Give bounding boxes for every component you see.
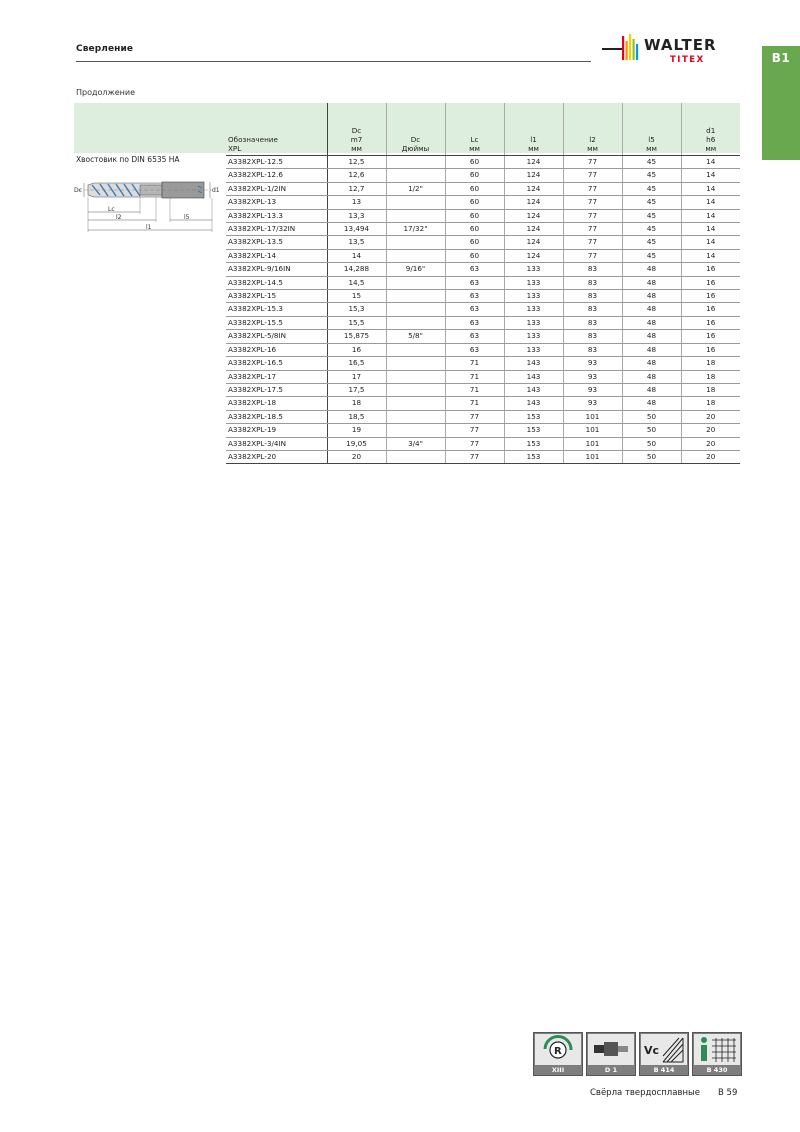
value-cell: 63 <box>445 330 504 343</box>
value-cell <box>386 424 445 437</box>
drill-spec-table <box>226 103 740 464</box>
value-cell: 60 <box>445 169 504 182</box>
column-header-line2: Lc <box>470 135 479 144</box>
value-cell: 63 <box>445 276 504 289</box>
column-header <box>386 103 445 156</box>
designation-cell: A3382XPL-15.3 <box>226 303 327 316</box>
value-cell <box>386 249 445 262</box>
designation-cell: A3382XPL-19 <box>226 424 327 437</box>
value-cell: 19 <box>327 424 386 437</box>
value-cell: 153 <box>504 437 563 450</box>
table-row <box>226 236 740 249</box>
value-cell <box>386 196 445 209</box>
value-cell: 48 <box>622 316 681 329</box>
drill-dimension-diagram <box>74 176 224 236</box>
value-cell: 15,3 <box>327 303 386 316</box>
value-cell: 71 <box>445 383 504 396</box>
value-cell: 13,3 <box>327 209 386 222</box>
column-header <box>504 103 563 156</box>
value-cell: 101 <box>563 410 622 423</box>
value-cell: 83 <box>563 263 622 276</box>
continuation-label: Продолжение <box>76 88 136 97</box>
value-cell <box>386 383 445 396</box>
value-cell <box>386 370 445 383</box>
value-cell: 71 <box>445 370 504 383</box>
value-cell: 16 <box>681 303 740 316</box>
value-cell: 19,05 <box>327 437 386 450</box>
table-row <box>226 357 740 370</box>
column-header <box>681 103 740 156</box>
value-cell: 13,494 <box>327 223 386 236</box>
value-cell: 12,7 <box>327 182 386 195</box>
value-cell: 20 <box>681 437 740 450</box>
value-cell: 143 <box>504 370 563 383</box>
catalog-section-label: Свёрла твердосплавные <box>590 1088 700 1098</box>
value-cell <box>386 357 445 370</box>
value-cell: 14,288 <box>327 263 386 276</box>
designation-cell: A3382XPL-5/8IN <box>226 330 327 343</box>
table-row <box>226 182 740 195</box>
designation-cell: A3382XPL-17 <box>226 370 327 383</box>
value-cell: 124 <box>504 182 563 195</box>
info-icon[interactable] <box>692 1032 742 1076</box>
table-row <box>226 397 740 410</box>
value-cell: 133 <box>504 330 563 343</box>
value-cell: 77 <box>563 169 622 182</box>
svg-text:WALTER: WALTER <box>644 36 717 54</box>
value-cell: 18 <box>681 383 740 396</box>
value-cell: 50 <box>622 437 681 450</box>
shank-standard-label: Хвостовик по DIN 6535 HA <box>76 155 180 164</box>
value-cell: 77 <box>563 223 622 236</box>
table-row <box>226 263 740 276</box>
column-header <box>445 103 504 156</box>
svg-text:R: R <box>554 1046 562 1057</box>
value-cell: 60 <box>445 156 504 169</box>
value-cell: 153 <box>504 424 563 437</box>
value-cell: 77 <box>563 196 622 209</box>
value-cell: 16 <box>681 263 740 276</box>
table-row <box>226 209 740 222</box>
value-cell: 101 <box>563 424 622 437</box>
value-cell: 133 <box>504 263 563 276</box>
value-cell: 63 <box>445 316 504 329</box>
value-cell: 16 <box>681 290 740 303</box>
value-cell: 93 <box>563 383 622 396</box>
value-cell: 48 <box>622 370 681 383</box>
value-cell: 14 <box>681 236 740 249</box>
value-cell: 101 <box>563 437 622 450</box>
value-cell: 17/32" <box>386 223 445 236</box>
value-cell: 143 <box>504 357 563 370</box>
value-cell: 101 <box>563 450 622 463</box>
value-cell: 50 <box>622 410 681 423</box>
column-header-line1: d1 <box>706 126 716 135</box>
value-cell: 83 <box>563 276 622 289</box>
value-cell: 48 <box>622 330 681 343</box>
table-row <box>226 276 740 289</box>
designation-cell: A3382XPL-15 <box>226 290 327 303</box>
value-cell: 133 <box>504 276 563 289</box>
value-cell: 48 <box>622 343 681 356</box>
holder-icon-label: D 1 <box>604 1066 618 1074</box>
value-cell: 60 <box>445 209 504 222</box>
value-cell: 45 <box>622 249 681 262</box>
value-cell: 3/4" <box>386 437 445 450</box>
value-cell: 14 <box>681 196 740 209</box>
table-row <box>226 437 740 450</box>
value-cell: 14 <box>681 156 740 169</box>
value-cell <box>386 169 445 182</box>
value-cell: 16 <box>681 330 740 343</box>
value-cell: 14 <box>681 182 740 195</box>
value-cell: 20 <box>681 450 740 463</box>
table-row <box>226 450 740 463</box>
reference-icons <box>533 1032 741 1074</box>
value-cell: 60 <box>445 196 504 209</box>
value-cell: 18 <box>681 397 740 410</box>
table-row <box>226 249 740 262</box>
designation-cell: A3382XPL-1/2IN <box>226 182 327 195</box>
value-cell <box>386 397 445 410</box>
designation-cell: A3382XPL-9/16IN <box>226 263 327 276</box>
value-cell: 71 <box>445 357 504 370</box>
value-cell: 17,5 <box>327 383 386 396</box>
column-header <box>226 103 327 156</box>
value-cell: 83 <box>563 330 622 343</box>
lc-label: Lc <box>108 206 115 213</box>
value-cell: 83 <box>563 290 622 303</box>
column-header-line2: l5 <box>648 135 655 144</box>
value-cell <box>386 156 445 169</box>
value-cell: 48 <box>622 383 681 396</box>
value-cell: 17 <box>327 370 386 383</box>
value-cell: 153 <box>504 450 563 463</box>
section-tab-label: B1 <box>771 51 791 65</box>
value-cell: 14,5 <box>327 276 386 289</box>
table-row <box>226 196 740 209</box>
value-cell: 5/8" <box>386 330 445 343</box>
column-header-line3: XPL <box>228 144 242 153</box>
value-cell: 45 <box>622 223 681 236</box>
value-cell: 133 <box>504 316 563 329</box>
designation-cell: A3382XPL-14 <box>226 249 327 262</box>
value-cell: 45 <box>622 209 681 222</box>
column-header-line2: Обозначение <box>228 135 278 144</box>
walter-titex-logo <box>602 32 747 70</box>
designation-cell: A3382XPL-17/32IN <box>226 223 327 236</box>
value-cell: 16 <box>681 343 740 356</box>
value-cell: 77 <box>563 249 622 262</box>
value-cell: 20 <box>327 450 386 463</box>
column-header-line2: m7 <box>350 135 363 144</box>
value-cell <box>386 209 445 222</box>
value-cell: 63 <box>445 343 504 356</box>
regrind-icon[interactable] <box>533 1032 583 1076</box>
value-cell: 77 <box>563 156 622 169</box>
table-row <box>226 316 740 329</box>
value-cell: 83 <box>563 343 622 356</box>
value-cell: 18 <box>327 397 386 410</box>
column-header-line3: мм <box>351 144 362 153</box>
value-cell: 77 <box>445 437 504 450</box>
column-header-line2: Dc <box>410 135 421 144</box>
value-cell: 124 <box>504 156 563 169</box>
table-row <box>226 330 740 343</box>
designation-cell: A3382XPL-12.5 <box>226 156 327 169</box>
value-cell: 14 <box>681 209 740 222</box>
l1-label: l1 <box>146 224 152 231</box>
designation-cell: A3382XPL-16 <box>226 343 327 356</box>
value-cell: 45 <box>622 169 681 182</box>
value-cell: 12,6 <box>327 169 386 182</box>
value-cell: 124 <box>504 169 563 182</box>
value-cell: 20 <box>681 410 740 423</box>
column-header-line3: мм <box>646 144 657 153</box>
value-cell: 124 <box>504 236 563 249</box>
value-cell: 13 <box>327 196 386 209</box>
value-cell <box>386 236 445 249</box>
value-cell: 9/16" <box>386 263 445 276</box>
value-cell: 45 <box>622 156 681 169</box>
value-cell <box>386 316 445 329</box>
value-cell: 14 <box>681 169 740 182</box>
value-cell: 153 <box>504 410 563 423</box>
value-cell: 16 <box>327 343 386 356</box>
svg-text:TITEX: TITEX <box>670 55 705 65</box>
value-cell: 77 <box>445 424 504 437</box>
value-cell: 18,5 <box>327 410 386 423</box>
section-tab <box>762 46 800 160</box>
value-cell: 60 <box>445 236 504 249</box>
value-cell: 14 <box>681 249 740 262</box>
svg-text:Vc: Vc <box>644 1044 660 1057</box>
column-header <box>327 103 386 156</box>
designation-cell: A3382XPL-16.5 <box>226 357 327 370</box>
designation-cell: A3382XPL-20 <box>226 450 327 463</box>
value-cell: 124 <box>504 196 563 209</box>
column-header-line3: Дюймы <box>401 144 430 153</box>
value-cell: 93 <box>563 397 622 410</box>
value-cell: 63 <box>445 263 504 276</box>
info-icon-label: B 430 <box>706 1066 728 1074</box>
column-header-line3: мм <box>469 144 480 153</box>
value-cell: 60 <box>445 223 504 236</box>
designation-cell: A3382XPL-3/4IN <box>226 437 327 450</box>
holder-icon[interactable] <box>586 1032 636 1076</box>
table-row <box>226 169 740 182</box>
value-cell: 133 <box>504 303 563 316</box>
value-cell: 77 <box>563 182 622 195</box>
value-cell: 77 <box>445 450 504 463</box>
value-cell: 48 <box>622 357 681 370</box>
designation-cell: A3382XPL-17.5 <box>226 383 327 396</box>
value-cell: 48 <box>622 397 681 410</box>
value-cell: 48 <box>622 276 681 289</box>
section-title: Сверление <box>76 44 134 54</box>
value-cell: 48 <box>622 290 681 303</box>
value-cell: 63 <box>445 290 504 303</box>
table-row <box>226 383 740 396</box>
value-cell: 12,5 <box>327 156 386 169</box>
column-header-line3: мм <box>528 144 539 153</box>
d1-label: d1 <box>212 187 220 194</box>
table-row <box>226 410 740 423</box>
column-header <box>622 103 681 156</box>
table-row <box>226 370 740 383</box>
value-cell: 15,875 <box>327 330 386 343</box>
value-cell: 15 <box>327 290 386 303</box>
column-header <box>563 103 622 156</box>
value-cell: 14 <box>327 249 386 262</box>
header-rule <box>76 61 591 62</box>
value-cell <box>386 276 445 289</box>
column-header-line3: мм <box>705 144 717 153</box>
value-cell: 48 <box>622 303 681 316</box>
value-cell: 45 <box>622 182 681 195</box>
value-cell: 83 <box>563 303 622 316</box>
value-cell: 16 <box>681 276 740 289</box>
column-header-line2: l1 <box>530 135 537 144</box>
value-cell: 63 <box>445 303 504 316</box>
designation-cell: A3382XPL-13.5 <box>226 236 327 249</box>
value-cell: 124 <box>504 249 563 262</box>
designation-cell: A3382XPL-13.3 <box>226 209 327 222</box>
value-cell: 83 <box>563 316 622 329</box>
value-cell <box>386 410 445 423</box>
value-cell: 143 <box>504 383 563 396</box>
l2-label: l2 <box>116 214 122 221</box>
column-header-line2: l2 <box>589 135 596 144</box>
value-cell: 14 <box>681 223 740 236</box>
column-header-line3: мм <box>587 144 598 153</box>
value-cell <box>386 303 445 316</box>
designation-cell: A3382XPL-18.5 <box>226 410 327 423</box>
designation-cell: A3382XPL-13 <box>226 196 327 209</box>
column-header-line1: Dc <box>351 126 362 135</box>
value-cell: 13,5 <box>327 236 386 249</box>
page-number: B 59 <box>718 1088 738 1098</box>
value-cell: 15,5 <box>327 316 386 329</box>
cutting-data-icon[interactable] <box>639 1032 689 1076</box>
value-cell: 124 <box>504 209 563 222</box>
table-row <box>226 343 740 356</box>
designation-cell: A3382XPL-18 <box>226 397 327 410</box>
value-cell: 93 <box>563 357 622 370</box>
value-cell: 60 <box>445 182 504 195</box>
value-cell: 133 <box>504 343 563 356</box>
designation-cell: A3382XPL-15.5 <box>226 316 327 329</box>
value-cell: 50 <box>622 424 681 437</box>
value-cell <box>386 343 445 356</box>
value-cell: 48 <box>622 263 681 276</box>
value-cell: 45 <box>622 236 681 249</box>
designation-cell: A3382XPL-12.6 <box>226 169 327 182</box>
cutting-data-icon-label: B 414 <box>653 1066 675 1074</box>
table-row <box>226 290 740 303</box>
dc-label: Dc <box>74 187 82 194</box>
value-cell: 77 <box>563 236 622 249</box>
value-cell: 77 <box>445 410 504 423</box>
table-header-row <box>226 103 740 156</box>
table-row <box>226 303 740 316</box>
l5-label: l5 <box>184 214 190 221</box>
table-row <box>226 424 740 437</box>
value-cell: 71 <box>445 397 504 410</box>
value-cell: 77 <box>563 209 622 222</box>
value-cell: 18 <box>681 357 740 370</box>
regrind-icon-label: XIII <box>551 1066 565 1074</box>
value-cell: 60 <box>445 249 504 262</box>
value-cell: 133 <box>504 290 563 303</box>
value-cell: 45 <box>622 196 681 209</box>
value-cell: 93 <box>563 370 622 383</box>
value-cell: 124 <box>504 223 563 236</box>
value-cell: 18 <box>681 370 740 383</box>
designation-cell: A3382XPL-14.5 <box>226 276 327 289</box>
value-cell <box>386 290 445 303</box>
value-cell: 50 <box>622 450 681 463</box>
value-cell <box>386 450 445 463</box>
value-cell: 1/2" <box>386 182 445 195</box>
value-cell: 143 <box>504 397 563 410</box>
value-cell: 20 <box>681 424 740 437</box>
value-cell: 16 <box>681 316 740 329</box>
table-row <box>226 223 740 236</box>
table-row <box>226 156 740 169</box>
value-cell: 16,5 <box>327 357 386 370</box>
column-header-line2: h6 <box>706 135 716 144</box>
